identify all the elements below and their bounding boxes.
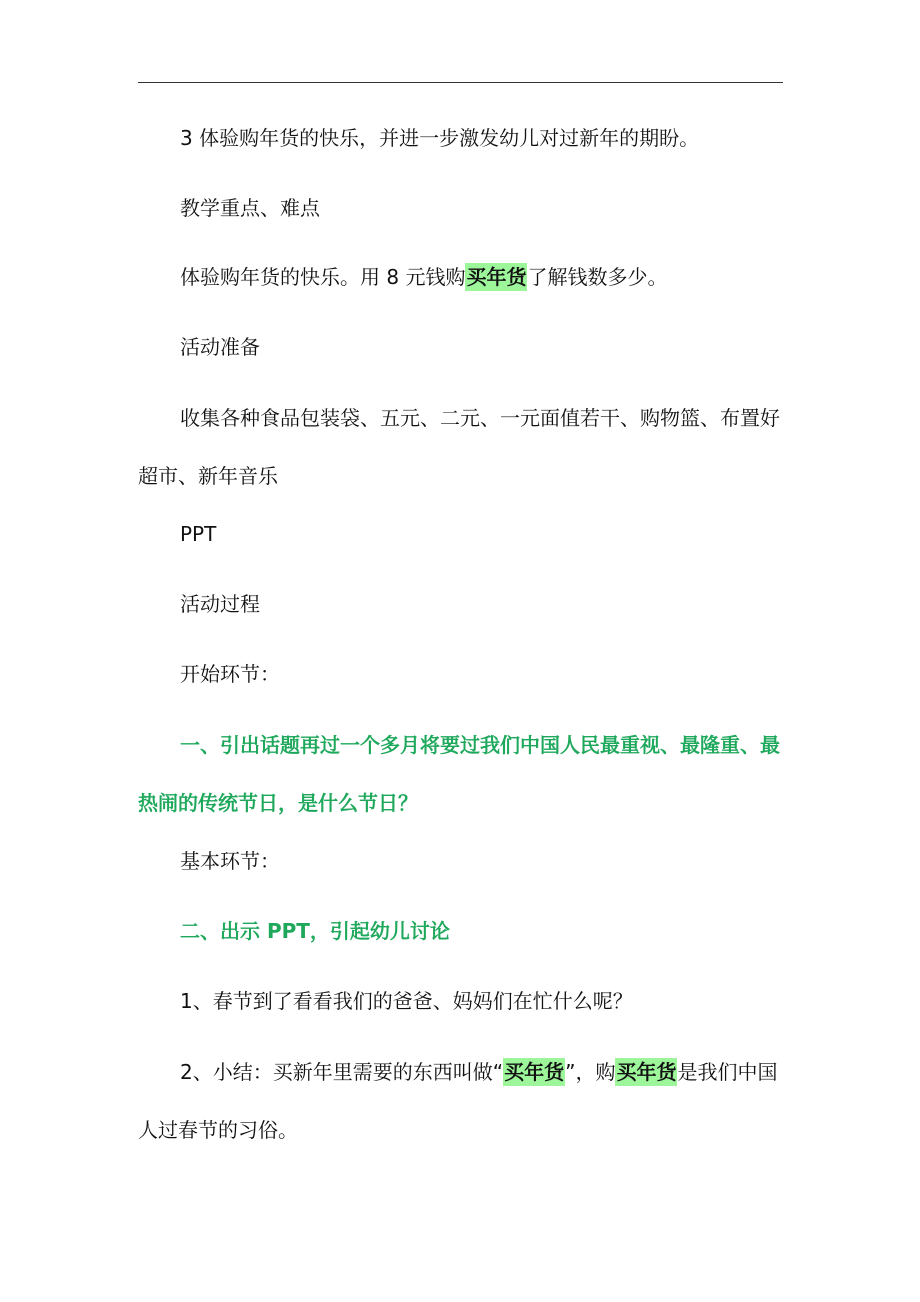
section-heading-key-points [138, 180, 840, 236]
paragraph-text-part1: 2、小结：买新年里需要的东西叫做“ [180, 1060, 504, 1084]
highlighted-term: 买年货 [504, 1060, 565, 1084]
paragraph-text: 教学重点、难点 [180, 196, 320, 220]
header-rule [138, 82, 783, 83]
step-heading-2 [138, 903, 840, 959]
paragraph-text-part3: 是我们中国人过春节的习俗。 [138, 1060, 778, 1142]
paragraph-text-part2: ”，购 [565, 1060, 616, 1084]
section-heading-preparation [138, 319, 840, 375]
paragraph-item-1 [138, 973, 840, 1029]
paragraph-text: 3 体验购年货的快乐，并进一步激发幼儿对过新年的期盼。 [180, 126, 700, 150]
paragraph-text: 1、春节到了看看我们的爸爸、妈妈们在忙什么呢？ [180, 989, 633, 1013]
paragraph-text: PPT [180, 522, 217, 546]
paragraph-text: 活动过程 [180, 592, 260, 616]
paragraph-text: 基本环节： [180, 849, 280, 873]
section-heading-basic [138, 833, 840, 889]
paragraph-text: 二、出示 PPT，引起幼儿讨论 [180, 919, 450, 943]
paragraph-text: 活动准备 [180, 335, 260, 359]
paragraph-text-before: 体验购年货的快乐。用 8 元钱购 [180, 265, 466, 289]
paragraph-text: 收集各种食品包装袋、五元、二元、一元面值若干、购物篮、布置好超市、新年音乐 [138, 406, 780, 488]
paragraph-ppt [138, 506, 840, 562]
paragraph-objective-3 [138, 110, 840, 166]
step-heading-1 [138, 716, 798, 832]
paragraph-key-points [138, 249, 840, 305]
highlighted-term: 买年货 [616, 1060, 677, 1084]
section-heading-process [138, 576, 840, 632]
section-heading-opening [138, 646, 840, 702]
paragraph-materials [138, 389, 788, 505]
paragraph-item-2 [138, 1043, 788, 1159]
paragraph-text-after: 了解钱数多少。 [527, 265, 668, 289]
paragraph-text: 开始环节： [180, 662, 280, 686]
paragraph-text: 一、引出话题再过一个多月将要过我们中国人民最重视、最隆重、最热闹的传统节日，是什么节日？ [138, 733, 780, 815]
highlighted-term: 买年货 [466, 265, 527, 289]
